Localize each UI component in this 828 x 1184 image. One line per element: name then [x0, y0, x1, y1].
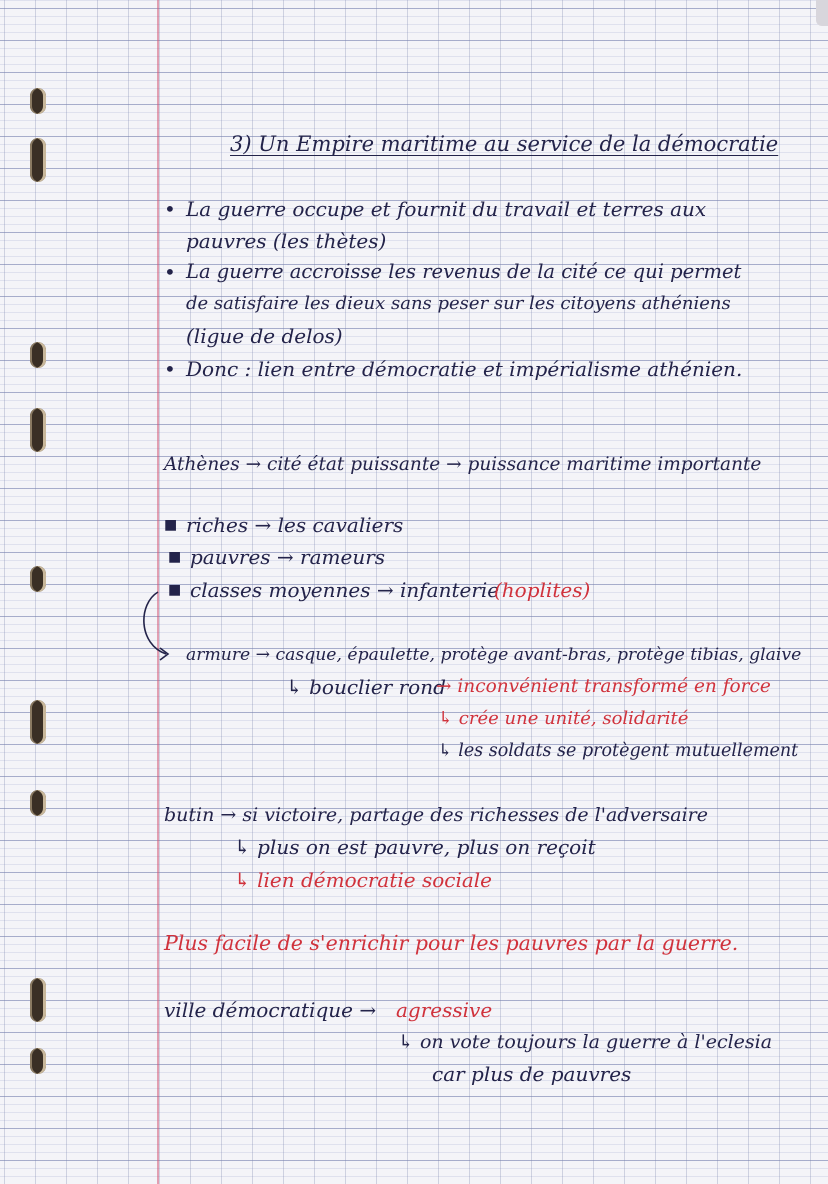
lien-line: ↳ lien démocratie sociale — [234, 868, 492, 892]
pauvre-line: ↳ plus on est pauvre, plus on reçoit — [234, 835, 596, 859]
ville-agressive: agressive — [396, 998, 493, 1022]
binder-hole — [30, 88, 46, 114]
bullet-dot: • — [164, 357, 176, 381]
bouclier-line: ↳ bouclier rond — [286, 675, 446, 699]
bullet-line: La guerre accroisse les revenus de la cité ce qui permet — [186, 260, 742, 283]
binder-hole — [30, 978, 46, 1022]
class-line: classes moyennes → infanterie — [190, 578, 500, 602]
class-line: riches → les cavaliers — [186, 513, 404, 537]
binder-hole — [30, 700, 46, 744]
soldats-line: ↳ les soldats se protègent mutuellement — [438, 741, 799, 761]
binder-hole — [30, 138, 46, 182]
class-line: pauvres → rameurs — [190, 545, 386, 569]
ville-line: ville démocratique → — [164, 998, 377, 1022]
square-bullet: ■ — [164, 517, 178, 533]
page-notch — [816, 0, 828, 26]
bullet-line: (ligue de delos) — [186, 324, 343, 348]
bullet-line: pauvres (les thètes) — [186, 229, 387, 253]
binder-hole — [30, 342, 46, 368]
curved-arrow-icon — [136, 588, 176, 664]
vote-line: ↳ on vote toujours la guerre à l'eclesia — [398, 1031, 773, 1053]
bullet-dot: • — [164, 197, 176, 221]
armure-line: armure → casque, épaulette, protège avant-bras, protège tibias, glaive — [186, 645, 802, 665]
binder-hole — [30, 408, 46, 452]
bullet-line: Donc : lien entre démocratie et impérialisme athénien. — [186, 357, 743, 381]
bouclier-consequence: → inconvénient transformé en force — [436, 676, 771, 697]
car-line: car plus de pauvres — [432, 1062, 632, 1086]
athenes-line: Athènes → cité état puissante → puissance maritime importante — [164, 454, 762, 475]
facile-line: Plus facile de s'enrichir pour les pauvres par la guerre. — [164, 931, 739, 955]
binder-hole — [30, 566, 46, 592]
square-bullet: ■ — [168, 549, 182, 565]
unite-line: ↳ crée une unité, solidarité — [438, 708, 689, 729]
butin-line: butin → si victoire, partage des richesses de l'adversaire — [164, 804, 708, 826]
binder-hole — [30, 790, 46, 816]
binder-hole — [30, 1048, 46, 1074]
hoplites-note: (hoplites) — [494, 578, 591, 602]
square-bullet: ■ — [168, 582, 182, 598]
bullet-dot: • — [164, 260, 176, 284]
bullet-line: La guerre occupe et fournit du travail et terres aux — [186, 197, 707, 221]
bullet-line: de satisfaire les dieux sans peser sur les citoyens athéniens — [186, 293, 731, 314]
section-title: 3) Un Empire maritime au service de la démocratie — [230, 132, 779, 156]
